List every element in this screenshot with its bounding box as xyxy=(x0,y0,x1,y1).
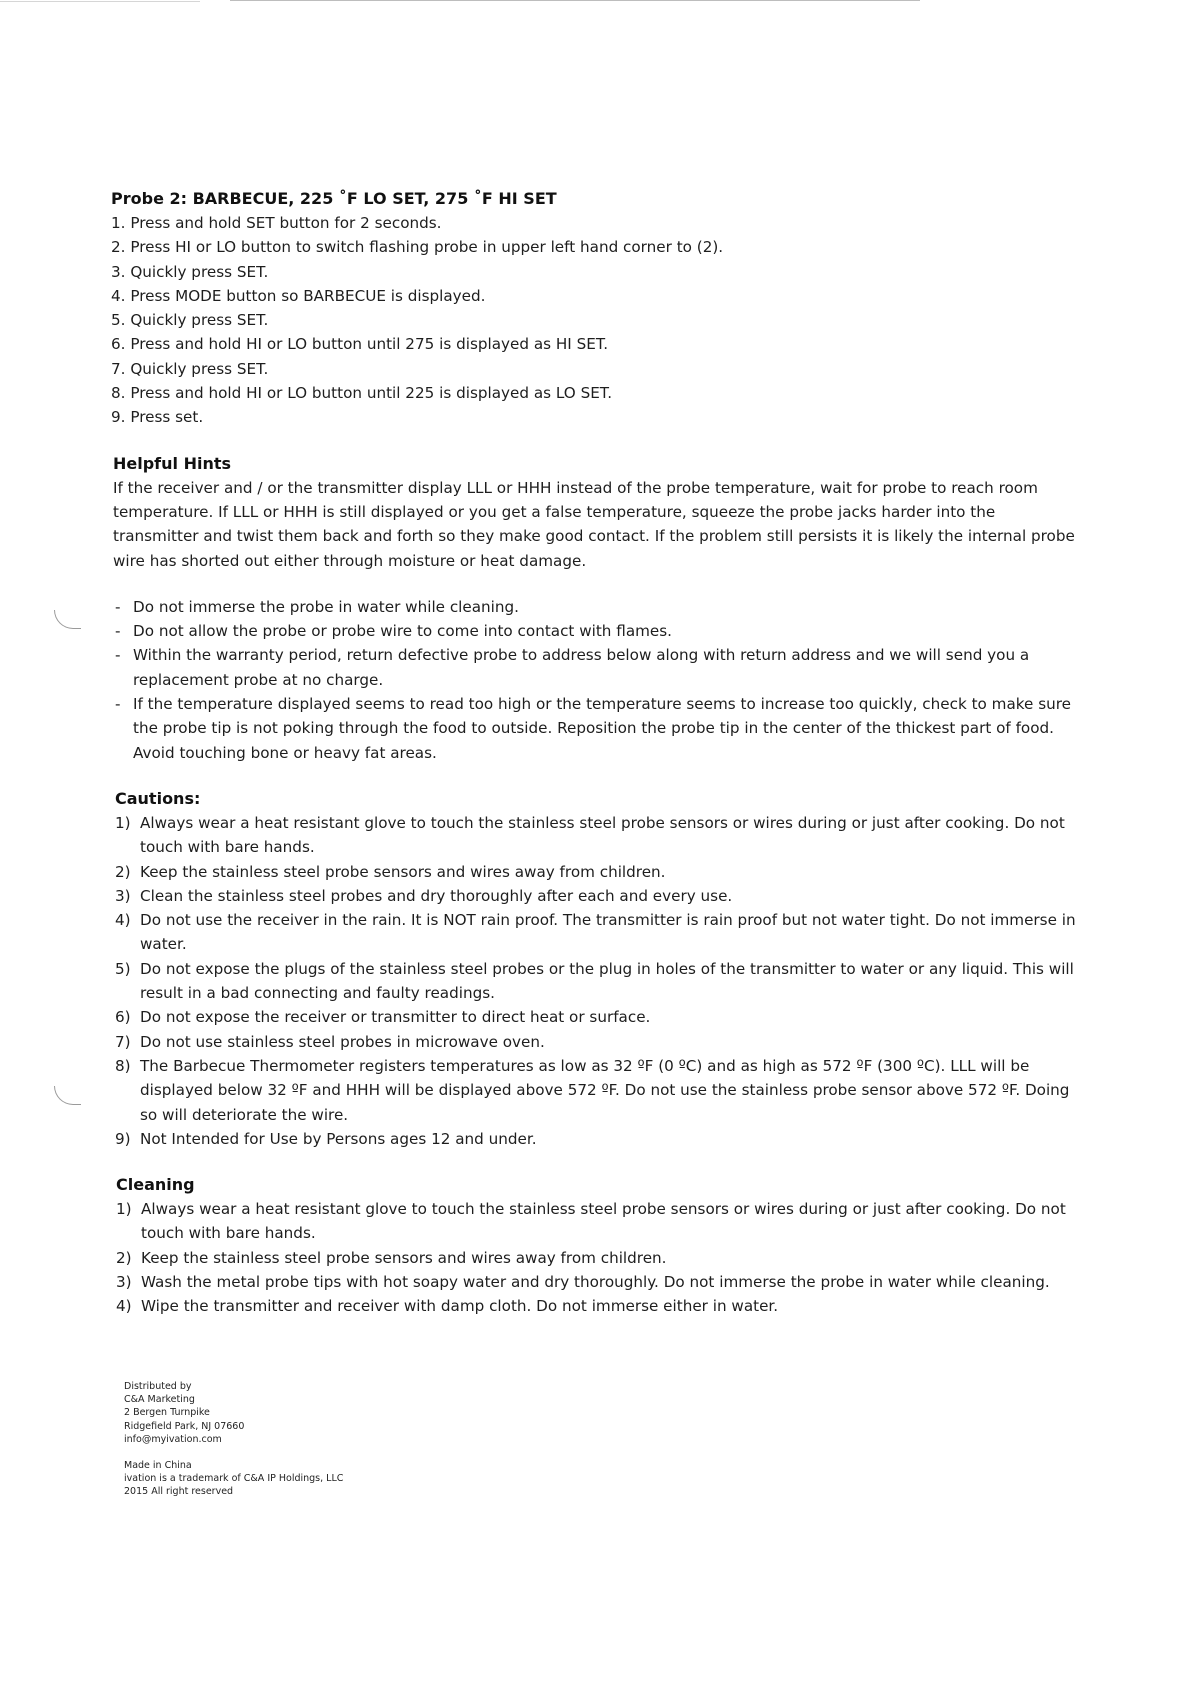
hints-section xyxy=(113,452,1077,765)
step-item: 4. Press MODE button so BARBECUE is displayed. xyxy=(111,286,486,305)
item-number: 4) xyxy=(115,911,131,930)
caution-item xyxy=(115,1127,1077,1151)
step-item: 5. Quickly press SET. xyxy=(111,311,269,330)
hint-bullet: - If the temperature displayed seems to read too high or the temperature seems to increase too quickly, check to make sure the probe tip is not poking through the food to outside. Reposition the probe tip in the center of the thickest part of food. Avoid touching bone or heavy fat areas. xyxy=(113,692,1077,765)
cautions-section xyxy=(115,787,1077,1151)
cleaning-heading: Cleaning xyxy=(116,1175,195,1195)
hints-heading: Helpful Hints xyxy=(113,453,232,473)
item-number: 3) xyxy=(115,886,131,905)
hint-bullet: - Do not allow the probe or probe wire to come into contact with flames. xyxy=(113,619,1077,643)
manual-page-content xyxy=(111,187,1077,1319)
footer-line: ivation is a trademark of C&A IP Holdings, LLC xyxy=(124,1473,344,1485)
item-number: 7) xyxy=(115,1032,131,1051)
caution-item xyxy=(115,908,1077,957)
item-text: Do not expose the plugs of the stainless steel probes or the plug in holes of the transmitter to water or any liquid. This will result in a bad connecting and faulty readings. xyxy=(140,959,1074,1003)
footer-line: Made in China xyxy=(124,1460,192,1472)
item-text: Clean the stainless steel probes and dry thoroughly after each and every use. xyxy=(140,886,733,905)
item-number: 1) xyxy=(115,813,131,832)
footer-line: 2 Bergen Turnpike xyxy=(124,1407,210,1419)
scan-edge-line-left xyxy=(0,1,200,2)
item-number: 9) xyxy=(115,1129,131,1148)
caution-item xyxy=(115,1005,1077,1029)
item-text: The Barbecue Thermometer registers temperatures as low as 32 ºF (0 ºC) and as high as 572 ºF (300 ºC). LLL will be displayed below 32 ºF and HHH will be displayed above 572 ºF. Do not use the stainless probe sensor above 572 ºF. Doing so will deteriorate the wire. xyxy=(140,1056,1070,1124)
footer-email: info@myivation.com xyxy=(124,1433,222,1445)
scan-edge-line xyxy=(230,0,920,1)
cleaning-item xyxy=(116,1197,1077,1246)
item-text: Do not expose the receiver or transmitter to direct heat or surface. xyxy=(140,1008,651,1027)
item-text: Wipe the transmitter and receiver with damp cloth. Do not immerse either in water. xyxy=(141,1297,779,1316)
item-number: 4) xyxy=(116,1297,132,1316)
footer-line: C&A Marketing xyxy=(124,1394,195,1406)
step-item: 8. Press and hold HI or LO button until 225 is displayed as LO SET. xyxy=(111,384,613,403)
item-text: Do not use the receiver in the rain. It is NOT rain proof. The transmitter is rain proof but not water tight. Do not immerse in water. xyxy=(140,911,1076,954)
item-text: Not Intended for Use by Persons ages 12 and under. xyxy=(140,1129,537,1148)
cleaning-item xyxy=(116,1246,1077,1270)
hole-punch-mark xyxy=(54,610,81,629)
step-item: 3. Quickly press SET. xyxy=(111,262,269,281)
item-number: 6) xyxy=(115,1008,131,1027)
item-number: 5) xyxy=(115,959,131,978)
item-number: 1) xyxy=(116,1200,132,1219)
cautions-heading: Cautions: xyxy=(115,788,201,808)
footer-imprint xyxy=(124,1380,364,1499)
cleaning-section xyxy=(116,1173,1077,1318)
cleaning-list xyxy=(116,1197,1077,1318)
hole-punch-mark xyxy=(54,1086,81,1105)
item-number: 2) xyxy=(115,862,131,881)
hints-bullets xyxy=(113,595,1077,765)
item-text: Always wear a heat resistant glove to touch the stainless steel probe sensors or wires during or just after cooking. Do not touch with bare hands. xyxy=(141,1200,1066,1243)
footer-line: Distributed by xyxy=(124,1381,192,1392)
step-item: 6. Press and hold HI or LO button until 275 is displayed as HI SET. xyxy=(111,335,609,354)
item-number: 3) xyxy=(116,1272,132,1291)
footer-line: 2015 All right reserved xyxy=(124,1486,234,1498)
item-text: Keep the stainless steel probe sensors and wires away from children. xyxy=(141,1248,667,1267)
footer-line: Ridgefield Park, NJ 07660 xyxy=(124,1420,245,1432)
caution-item xyxy=(115,1030,1077,1054)
step-item: 9. Press set. xyxy=(111,408,204,427)
hints-paragraph: If the receiver and / or the transmitter display LLL or HHH instead of the probe temperature, wait for probe to reach room temperature. If LLL or HHH is still displayed or you get a false temperature, squeeze the probe jacks harder into the transmitter and twist them back and forth so they make good contact. If the problem still persists it is likely the internal probe wire has shorted out either through moisture or heat damage. xyxy=(113,478,1075,570)
probe2-heading: Probe 2: BARBECUE, 225 ˚F LO SET, 275 ˚F HI SET xyxy=(111,189,557,208)
cautions-list xyxy=(115,811,1077,1151)
caution-item xyxy=(115,1054,1077,1127)
hint-bullet: - Do not immerse the probe in water while cleaning. xyxy=(113,595,1077,619)
step-item: 1. Press and hold SET button for 2 seconds. xyxy=(111,214,442,232)
cleaning-item xyxy=(116,1270,1077,1294)
item-number: 8) xyxy=(115,1056,131,1075)
probe2-section xyxy=(111,187,1077,430)
hint-bullet: - Within the warranty period, return defective probe to address below along with return address and we will send you a replacement probe at no charge. xyxy=(113,643,1077,692)
caution-item xyxy=(115,957,1077,1006)
step-item: 7. Quickly press SET. xyxy=(111,359,269,378)
legal-block xyxy=(124,1459,364,1499)
caution-item xyxy=(115,884,1077,908)
item-text: Do not use stainless steel probes in microwave oven. xyxy=(140,1032,545,1051)
caution-item xyxy=(115,860,1077,884)
item-text: Always wear a heat resistant glove to touch the stainless steel probe sensors or wires during or just after cooking. Do not touch with bare hands. xyxy=(140,813,1065,857)
caution-item xyxy=(115,811,1077,860)
probe2-steps xyxy=(111,211,1077,430)
step-item: 2. Press HI or LO button to switch flashing probe in upper left hand corner to (2). xyxy=(111,238,724,257)
item-text: Keep the stainless steel probe sensors and wires away from children. xyxy=(140,862,666,881)
item-number: 2) xyxy=(116,1248,132,1267)
cleaning-item xyxy=(116,1294,1077,1318)
distributor-block xyxy=(124,1380,364,1446)
item-text: Wash the metal probe tips with hot soapy water and dry thoroughly. Do not immerse the probe in water while cleaning. xyxy=(141,1272,1050,1291)
